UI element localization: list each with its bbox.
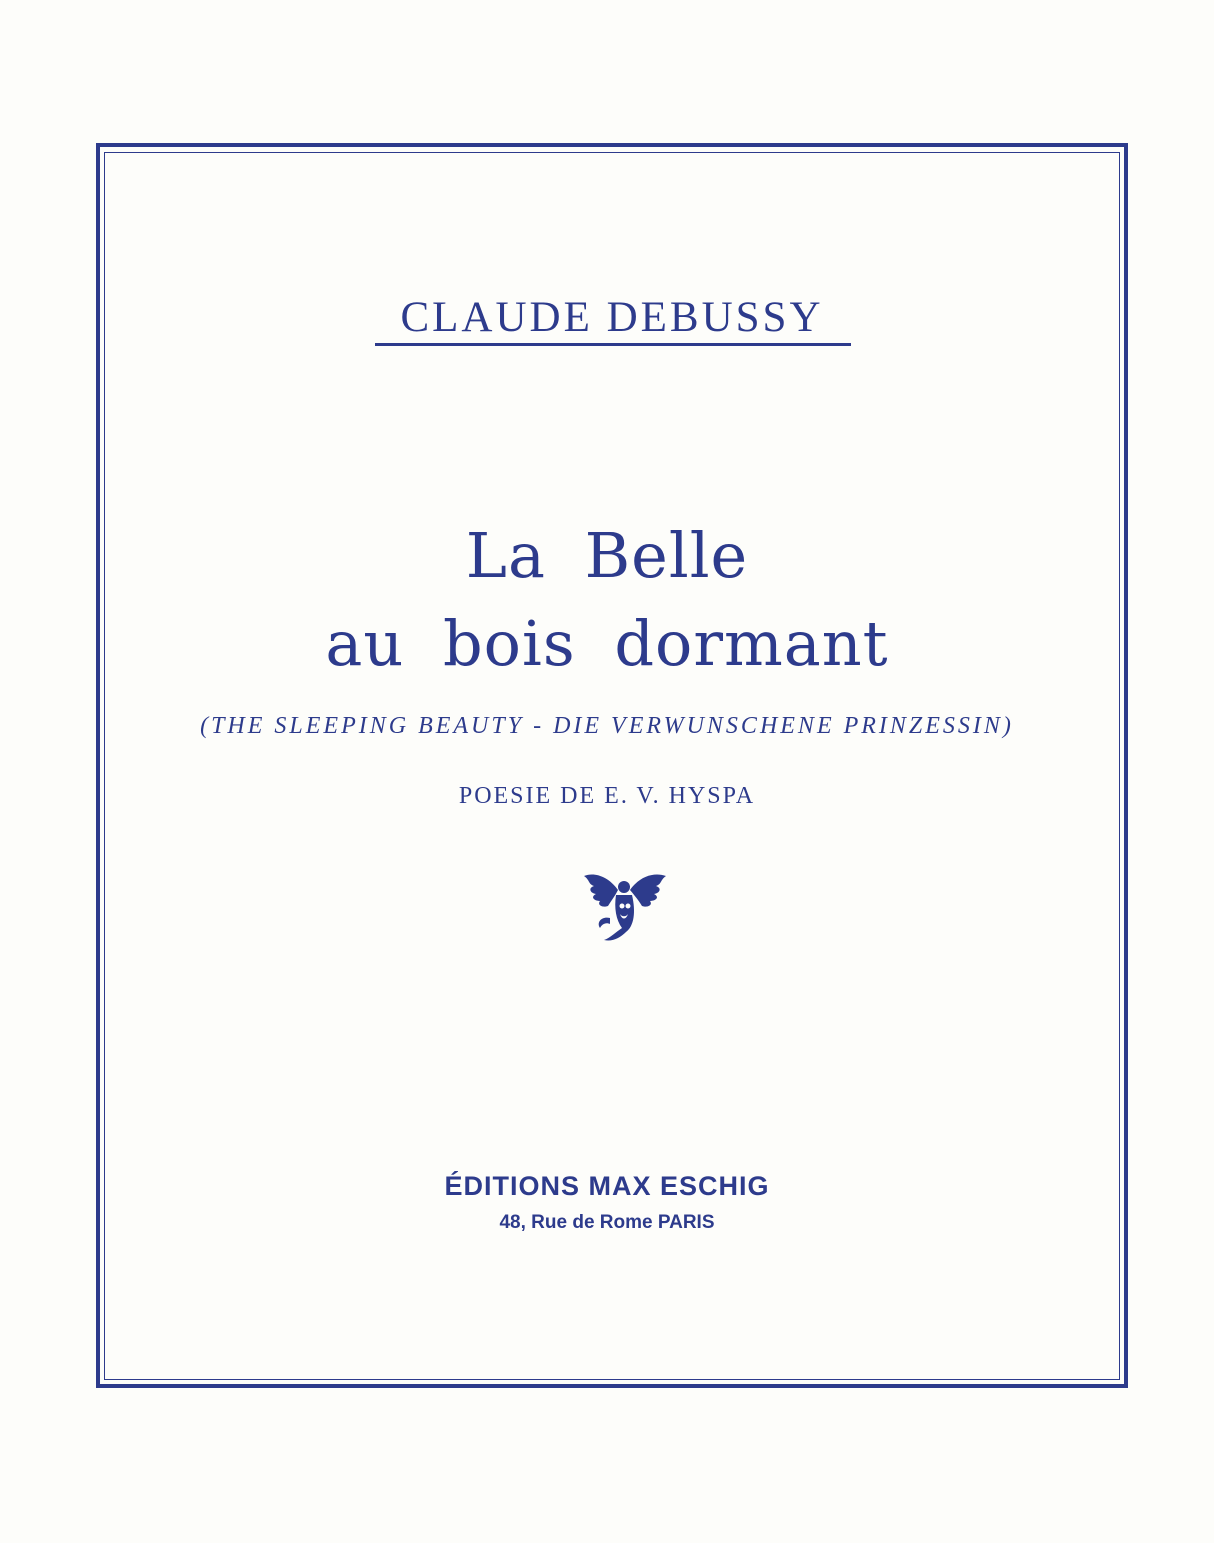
title-line-2: au bois dormant <box>325 607 889 680</box>
composer-name: CLAUDE DEBUSSY <box>400 294 824 341</box>
winged-siren-emblem-icon <box>580 868 670 948</box>
subtitle-translations: (THE SLEEPING BEAUTY - DIE VERWUNSCHENE PRINZESSIN) <box>200 713 1014 739</box>
publisher-name: ÉDITIONS MAX ESCHIG <box>444 1171 770 1201</box>
title-line-1: La Belle <box>465 519 749 592</box>
composer-underline <box>375 343 851 346</box>
publisher-address: 48, Rue de Rome PARIS <box>499 1212 715 1233</box>
poet-credit: POESIE DE E. V. HYSPA <box>458 783 756 809</box>
